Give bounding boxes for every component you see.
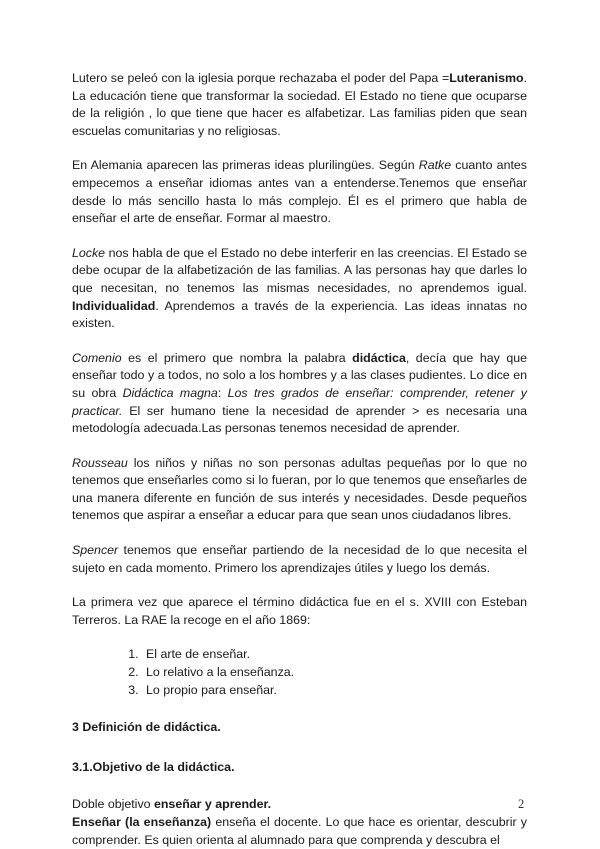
paragraph-lutero xyxy=(72,70,527,140)
text: , decía que hay que enseñar todo y a todos, no solo a los hombres y a las clases pudientes. Lo dice en su obra xyxy=(72,350,527,400)
text: enseña el docente. Lo que hace es orientar, descubrir y comprender. Es quien orienta al alumnado para que comprenda y descubra el xyxy=(72,815,527,847)
bold-term-didactica: didáctica xyxy=(352,350,406,365)
text: los niños y niñas no son personas adultas pequeñas por lo que no tenemos que enseñarles como si lo fueran, por lo que tenemos que enseñarles de una manera diferente en función de sus interés y necesidades. Desde pequeños tenemos que aspirar a enseñar a educar para que sean unos ciudadanos libres. xyxy=(72,455,527,523)
text: El ser humano tiene la necesidad de aprender > es necesaria una metodología adecuada.Las personas tenemos necesidad de aprender. xyxy=(72,403,527,436)
italic-title-didactica-magna: Didáctica magna xyxy=(122,385,218,400)
paragraph-ensenar xyxy=(72,814,527,849)
document-page xyxy=(72,70,527,849)
bold-term-luteranismo: Luteranismo xyxy=(449,71,524,85)
italic-name-ratke: Ratke xyxy=(418,158,452,173)
paragraph-spencer xyxy=(72,542,527,577)
italic-name-locke: Locke xyxy=(72,245,106,260)
paragraph-comenio xyxy=(72,350,527,438)
text: Doble objetivo xyxy=(72,797,154,812)
italic-name-rousseau: Rousseau xyxy=(72,455,128,470)
italic-name-comenio: Comenio xyxy=(72,350,122,365)
italic-quote-tres-grados: Los tres grados de enseñar: comprender, retener y practicar. xyxy=(72,385,528,418)
text: nos habla de que el Estado no debe interferir en las creencias. El Estado se debe ocupar de la alfabetización de las familias. A las personas hay que darles lo que necesitan, no tenemos las mismas necesidades, no aprendemos igual. xyxy=(72,245,527,295)
paragraph-rousseau xyxy=(72,455,527,525)
page-number: 2 xyxy=(518,797,525,811)
list-item: 2. Lo relativo a la enseñanza. xyxy=(142,664,527,682)
paragraph-doble-objetivo xyxy=(72,796,527,814)
text: . La educación tiene que transformar la sociedad. El Estado no tiene que ocuparse de la religión , lo que tiene que hacer es alfabetizar. Las familias piden que sean escuelas comunitarias y no religiosas. xyxy=(72,71,527,138)
text: Lutero se peleó con la iglesia porque rechazaba el poder del Papa = xyxy=(72,71,450,85)
list-item: 1. El arte de enseñar. xyxy=(142,646,527,664)
bold-term-ensenar-aprender: enseñar y aprender. xyxy=(153,797,272,812)
list-item: 3. Lo propio para enseñar. xyxy=(142,682,527,700)
text: cuanto antes empecemos a enseñar idiomas antes van a entenderse.Tenemos que enseñar desde lo más sencillo hasta lo más complejo. Él es el primero que habla de enseñar el arte de enseñar. Formar al maestro. xyxy=(72,158,527,226)
paragraph-termino-didactica xyxy=(72,594,527,629)
text: : xyxy=(217,385,228,400)
definition-list xyxy=(72,646,527,699)
text: La primera vez que aparece el término didáctica fue en el s. XVIII con Esteban Terreros. La RAE la recoge en el año 1869: xyxy=(72,595,527,627)
subsection-heading: 3.1.Objetivo de la didáctica. xyxy=(72,759,235,774)
paragraph-alemania xyxy=(72,157,527,227)
text: En Alemania aparecen las primeras ideas plurilingües. Según xyxy=(72,158,419,173)
text: es el primero que nombra la palabra xyxy=(121,350,353,365)
paragraph-locke xyxy=(72,245,527,333)
bold-term-individualidad: Individualidad xyxy=(72,298,156,313)
text: . Aprendemos a través de la experiencia. Las ideas innatas no existen. xyxy=(72,298,527,331)
italic-name-spencer: Spencer xyxy=(72,543,119,558)
text: tenemos que enseñar partiendo de la necesidad de lo que necesita el sujeto en cada momento. Primero los aprendizajes útiles y luego los demás. xyxy=(72,543,527,575)
section-heading: 3 Definición de didáctica. xyxy=(72,720,221,735)
bold-term-ensenanza: Enseñar (la enseñanza) xyxy=(72,815,212,829)
